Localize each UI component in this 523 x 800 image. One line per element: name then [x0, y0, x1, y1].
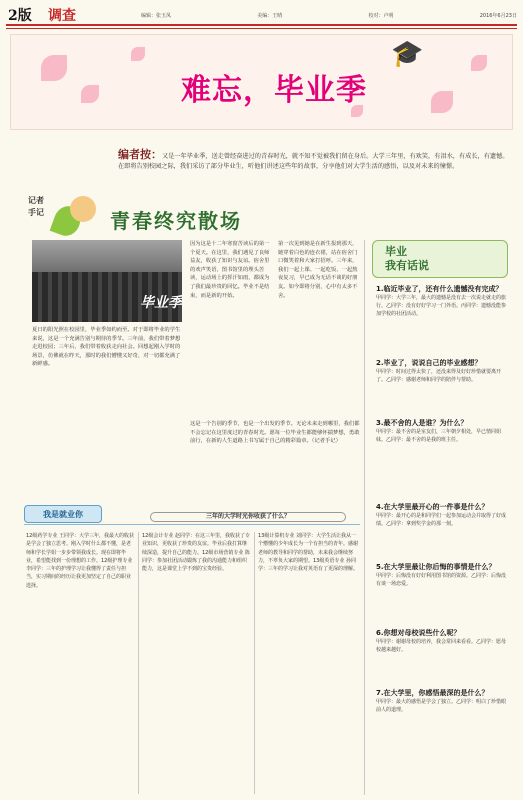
- question-text: 3.最不舍的人是谁？为什么？: [376, 419, 468, 427]
- badge-line: 手记: [28, 207, 44, 217]
- question-text: 7.在大学里，你感悟最深的是什么？: [376, 689, 489, 697]
- question-text: 4.在大学里最开心的一件事是什么？: [376, 503, 489, 511]
- column-divider: [138, 532, 139, 794]
- petal-decoration: [431, 91, 453, 113]
- bottom-rule: [24, 524, 360, 525]
- article-column: 夏日的阳光照在校园里，毕业季如约而至。对于即将毕业的学生来说，这是一个充满告别与期待的季节。三年前，我们带着梦想走进校园；三年后，我们带着收获走向社会。回想起刚入学时的场景，仿佛就在昨天，那时的我们懵懂又好奇，对一切都充满了新鲜感。: [32, 327, 181, 368]
- page-header: [6, 4, 517, 26]
- graduation-photo: [32, 240, 182, 322]
- sidebar-question: [376, 688, 508, 714]
- sidebar-question: [376, 284, 508, 318]
- sidebar-question: [376, 358, 508, 384]
- bottom-column: 13级计算机专业 刘同学：大学生活让我从一个懵懂的少年成长为一个有担当的青年。感谢老师的教导和同学的帮助，未来我会继续努力，不辜负大家的期望。13级英语专业 孙同学：三年的学习让我对英语有了更深的理解。: [258, 533, 359, 573]
- bottom-column: 12级药学专业 王同学：大学三年，我最大的收获是学会了独立思考。刚入学时什么都不懂，是老师和学长学姐一步步带领我成长。现在即将毕业，希望能找到一份理想的工作。12级护理专业 李同学：三年的护理学习让我懂得了责任与担当，实习期间的经历让我更加坚定了自己的职业选择。: [26, 533, 134, 589]
- bottom-column: 12级会计专业 赵同学：在这三年里，我收获了专业知识，更收获了珍贵的友谊。毕业后我打算继续深造，提升自己的能力。12级市场营销专业 陈同学：参加社团活动锻炼了我的沟通能力和组织能力，这是课堂上学不到的宝贵经验。: [142, 533, 250, 573]
- column-divider: [254, 532, 255, 794]
- sidebar-header: [372, 240, 508, 278]
- answer-text: 甲同学：最大的感悟是学会了独立。乙同学：明白了珍惜眼前人的道理。: [376, 699, 507, 713]
- sidebar-question: [376, 562, 508, 588]
- article-column: 因为这是十二年寒窗苦读后的第一个夏天。在这里，我们遇见了良师益友，收获了知识与友谊。宿舍里的欢声笑语，图书馆里的埋头苦读，运动场上的挥汗如雨，都成为了我们最珍贵的回忆。毕业不是结束，而是新的开始。: [190, 241, 270, 299]
- header-meta-item: 校对：卢明: [368, 13, 394, 19]
- question-text: 6.你想对母校说些什么呢？: [376, 629, 461, 637]
- answer-text: 甲同学：最不舍的是室友们，三年朝夕相处，早已情同姐妹。乙同学：最不舍的是我的班主任。: [376, 429, 502, 443]
- bottom-section-label: 我是就业你: [24, 505, 102, 523]
- sidebar-title-line: 我有话说: [385, 259, 429, 272]
- editor-note: [118, 146, 510, 172]
- stamp-decoration: [70, 196, 96, 222]
- header-meta: [141, 12, 517, 19]
- section-name: 调查: [48, 8, 76, 24]
- sidebar-title: [385, 245, 429, 273]
- answer-text: 甲同学：大学三年，最大的遗憾是没有去一次说走就走的旅行。乙同学：没有好好学习一门外语。丙同学：遗憾没能参加学校的社团活动。: [376, 295, 507, 317]
- sidebar-interview: [366, 240, 514, 800]
- editor-note-lead: 编者按：: [118, 148, 162, 161]
- question-text: 2.毕业了，说说自己的毕业感想？: [376, 359, 482, 367]
- badge-line: 记者: [28, 195, 44, 205]
- answer-text: 甲同学：谢谢母校的培养，我会常回来看看。乙同学：愿母校越来越好。: [376, 639, 507, 653]
- article-column: 第一次见到她是在新生报到那天，她穿着白色的连衣裙，站在宿舍门口微笑着和大家打招呼。三年来，我们一起上课、一起吃饭、一起熬夜复习，早已成为无话不谈的好朋友。如今即将分别，心中有太多不舍。: [278, 241, 358, 299]
- sidebar-title-line: 毕业: [385, 245, 407, 258]
- petal-decoration: [131, 47, 145, 61]
- sidebar-question: [376, 418, 508, 444]
- editor-note-text: 又是一年毕业季，送走曾经奋进过的青春时光，就不知不觉被我们留在身后。大学三年里，有欢笑，有泪水，有成长，有遗憾。在即将告别校园之际，我们采访了部分毕业生，听他们讲述这些年的故事，分享他们对大学生活的感悟，以及对未来的憧憬。: [118, 153, 509, 170]
- bottom-banner: 三年的大学时光你收获了什么？: [150, 512, 346, 522]
- article-column: 这是一个告别的季节，也是一个出发的季节。无论未来走到哪里，我们都不会忘记在这里度过的青春时光。愿每一位毕业生都能够怀揣梦想，勇敢前行，在新的人生道路上书写属于自己的精彩篇章。（记者手记）: [190, 421, 360, 445]
- header-meta-item: 编辑：张玉凤: [141, 13, 172, 19]
- reporter-note-label: [28, 194, 44, 218]
- graduation-banner: [10, 34, 513, 130]
- header-rule: [6, 28, 517, 29]
- page-number: 2版: [8, 8, 32, 24]
- photo-caption: 毕业季: [140, 295, 182, 311]
- photo-sky: [32, 240, 182, 274]
- question-text: 1.临近毕业了，还有什么遗憾没有完成？: [376, 285, 503, 293]
- banner-title: 难忘，毕业季: [181, 73, 367, 108]
- petal-decoration: [81, 85, 99, 103]
- sidebar-question: [376, 502, 508, 528]
- answer-text: 甲同学：最开心的是和同学们一起参加运动会并取得了好成绩。乙同学：拿到奖学金的那一刻。: [376, 513, 507, 527]
- header-meta-item: 美编：王晴: [257, 13, 283, 19]
- answer-text: 甲同学：后悔没有好好利用图书馆的资源。乙同学：后悔没有谈一场恋爱。: [376, 573, 507, 587]
- question-text: 5.在大学里最让你后悔的事情是什么？: [376, 563, 496, 571]
- graduation-cap-icon: 🎓: [391, 39, 424, 69]
- petal-decoration: [471, 55, 487, 71]
- petal-decoration: [41, 55, 67, 81]
- column-divider: [364, 240, 365, 795]
- answer-text: 甲同学：时间过得太快了，还没来得及好好珍惜就要离开了。乙同学：感谢老师和同学的陪伴与帮助。: [376, 369, 502, 383]
- article-title: 青春终究散场: [110, 209, 242, 233]
- header-meta-item: 2016年6月23日: [479, 13, 517, 19]
- sidebar-question: [376, 628, 508, 654]
